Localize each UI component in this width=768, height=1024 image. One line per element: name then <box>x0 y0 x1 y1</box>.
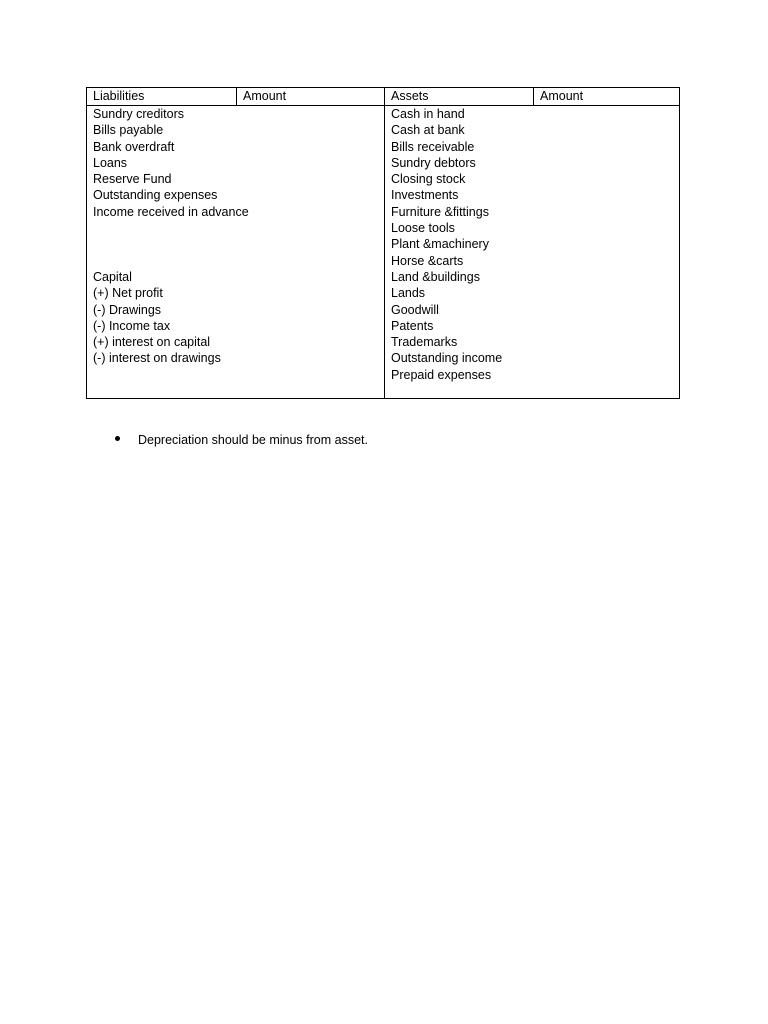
liability-item: Bills payable <box>93 123 164 138</box>
liability-item: (-) Income tax <box>93 318 171 333</box>
liability-spacer <box>93 236 378 252</box>
note-text: Depreciation should be minus from asset. <box>138 433 368 447</box>
asset-item: Loose tools <box>391 221 455 236</box>
asset-item: Cash at bank <box>391 123 465 138</box>
liability-item: Income received in advance <box>93 204 249 219</box>
asset-item: Sundry debtors <box>391 155 476 170</box>
liability-item: (-) interest on drawings <box>93 351 221 366</box>
asset-item: Outstanding income <box>391 351 503 366</box>
liability-spacer <box>93 220 378 236</box>
asset-item: Plant &machinery <box>391 237 489 252</box>
asset-item: Cash in hand <box>391 107 465 121</box>
liabilities-list <box>93 106 378 367</box>
assets-list <box>391 106 676 383</box>
liability-item: Bank overdraft <box>93 139 175 154</box>
asset-item: Lands <box>391 286 426 301</box>
liability-spacer <box>93 253 378 269</box>
column-divider <box>384 105 385 398</box>
liability-item: (+) interest on capital <box>93 335 211 350</box>
liability-item: Capital <box>93 269 132 284</box>
asset-item: Furniture &fittings <box>391 204 489 219</box>
liability-item: (-) Drawings <box>93 302 162 317</box>
balance-sheet-table <box>86 87 680 399</box>
asset-item: Patents <box>391 318 434 333</box>
liability-item: Reserve Fund <box>93 172 172 187</box>
bullet-icon <box>115 436 120 441</box>
asset-item: Land &buildings <box>391 269 480 284</box>
table-header-row <box>87 88 679 106</box>
liability-item: Loans <box>93 155 128 170</box>
asset-item: Closing stock <box>391 172 466 187</box>
asset-item: Horse &carts <box>391 253 464 268</box>
assets-header: Assets <box>384 88 533 105</box>
asset-item: Trademarks <box>391 335 458 350</box>
depreciation-note <box>115 432 368 448</box>
asset-item: Bills receivable <box>391 139 475 154</box>
assets-amount-header: Amount <box>533 88 680 105</box>
liability-item: (+) Net profit <box>93 286 163 301</box>
asset-item: Prepaid expenses <box>391 367 492 382</box>
liability-item: Outstanding expenses <box>93 188 218 203</box>
liabilities-header: Liabilities <box>93 89 145 103</box>
liabilities-amount-header: Amount <box>236 88 384 105</box>
liability-item: Sundry creditors <box>93 107 185 121</box>
asset-item: Investments <box>391 188 459 203</box>
asset-item: Goodwill <box>391 302 439 317</box>
